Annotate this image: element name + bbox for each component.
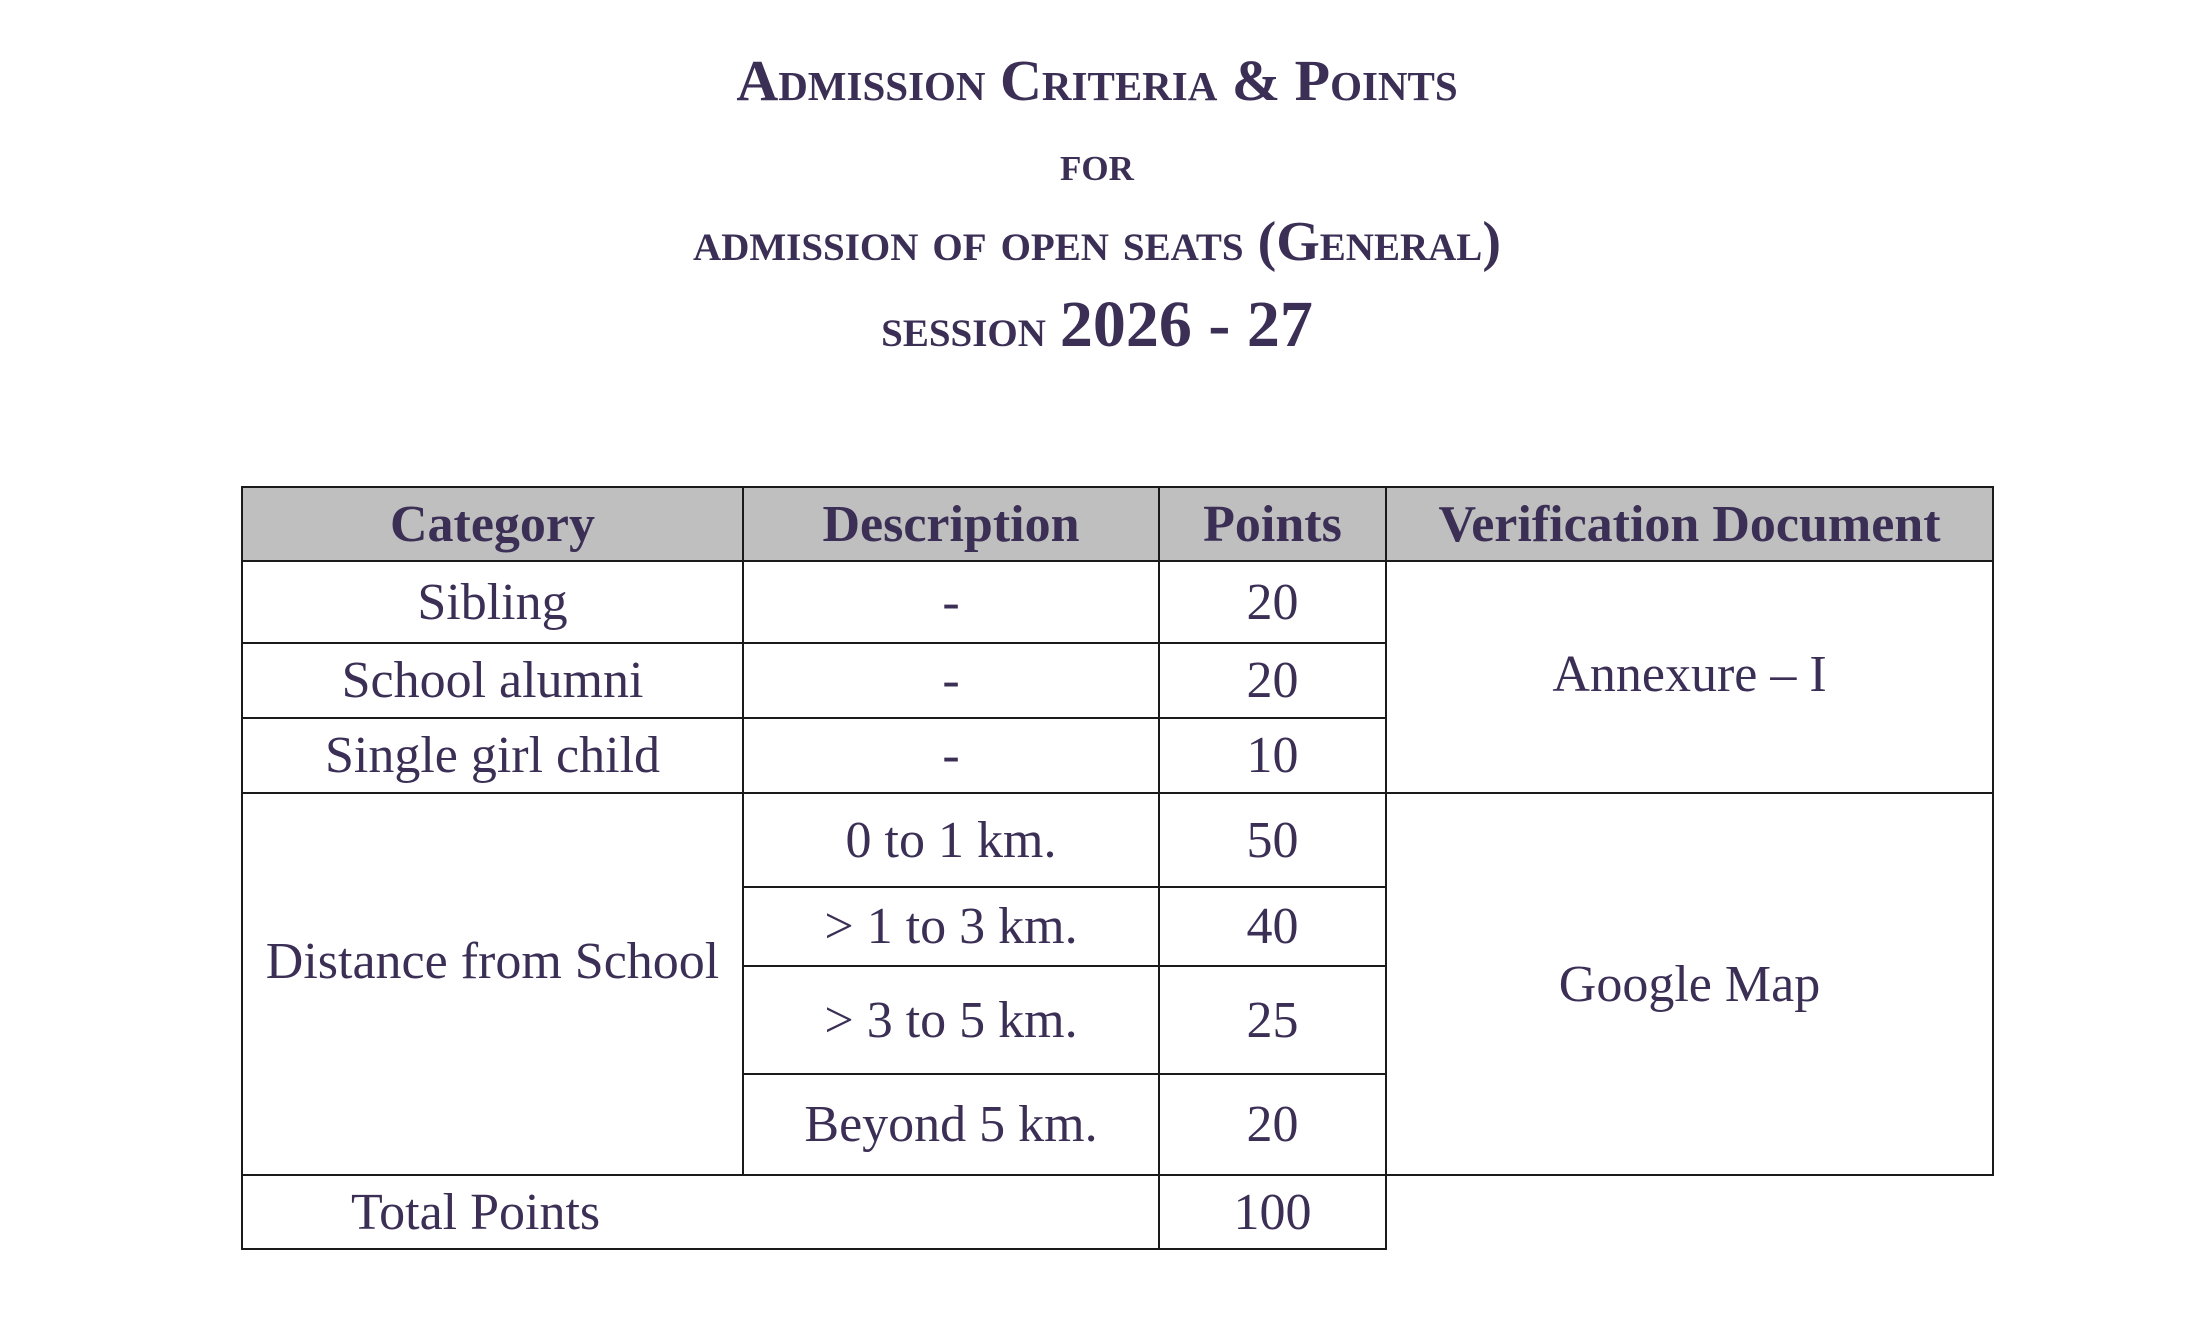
description-cell: Beyond 5 km. [743,1074,1159,1175]
category-cell: Sibling [242,561,743,643]
total-label: Total Points [242,1175,1159,1249]
points-cell: 20 [1159,561,1386,643]
description-cell: 0 to 1 km. [743,793,1159,887]
session-year: 2026 - 27 [1059,288,1313,361]
points-cell: 25 [1159,966,1386,1074]
points-cell: 10 [1159,718,1386,793]
document-title [0,48,2194,361]
table-row [242,793,1993,887]
points-cell: 20 [1159,1074,1386,1175]
category-text: Distance from School [265,932,720,990]
points-cell: 20 [1159,643,1386,718]
verification-text: Annexure – I [1552,645,1827,703]
verification-cell-annexure [1386,561,1993,793]
total-value: 100 [1159,1175,1386,1249]
title-line-3: admission of open seats (General) [693,211,1501,273]
category-cell-distance [242,793,743,1175]
title-line-4 [0,288,2194,361]
header-description: Description [743,487,1159,561]
header-points: Points [1159,487,1386,561]
header-verification-document: Verification Document [1386,487,1993,561]
description-cell: - [743,561,1159,643]
title-line-2: for [1060,135,1134,191]
table-row [242,561,1993,643]
description-cell: > 3 to 5 km. [743,966,1159,1074]
title-line-1: Admission Criteria & Points [736,48,1458,113]
header-category: Category [242,487,743,561]
points-cell: 40 [1159,887,1386,966]
category-cell: Single girl child [242,718,743,793]
points-cell: 50 [1159,793,1386,887]
table-header-row [242,487,1993,561]
verification-text: Google Map [1558,955,1821,1013]
description-cell: - [743,643,1159,718]
description-cell: > 1 to 3 km. [743,887,1159,966]
description-cell: - [743,718,1159,793]
verification-cell-map [1386,793,1993,1175]
empty-cell [1386,1175,1993,1249]
category-cell: School alumni [242,643,743,718]
criteria-table [241,486,1994,1250]
session-label: session [881,297,1060,359]
total-row [242,1175,1993,1249]
